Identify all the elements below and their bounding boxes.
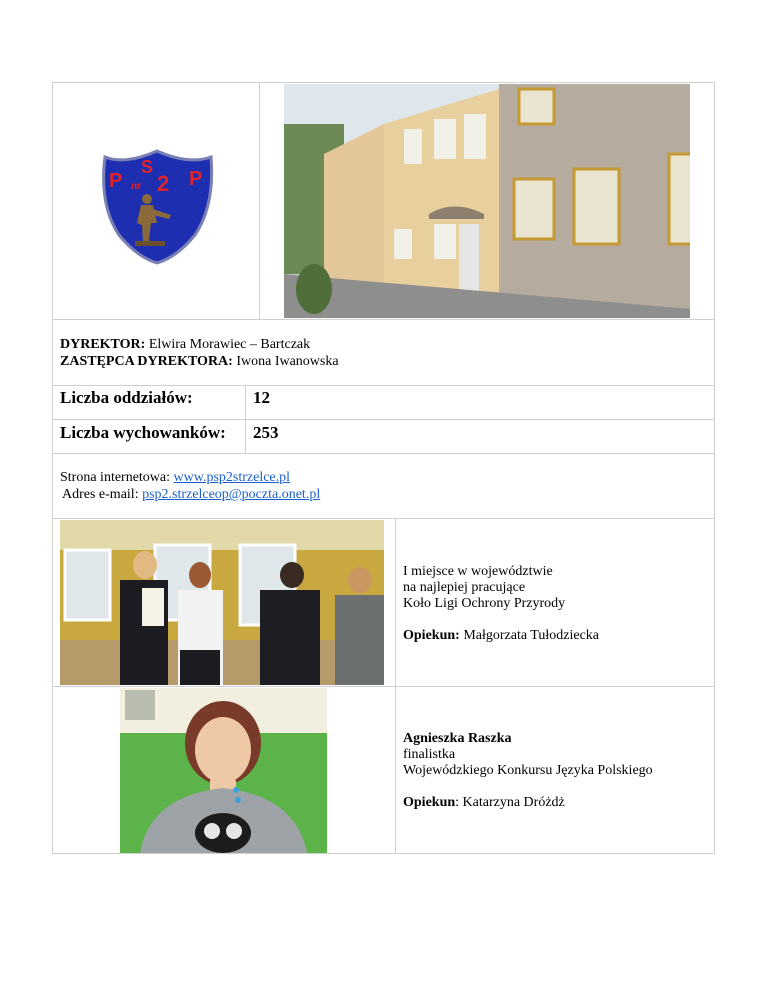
pupils-value: 253 xyxy=(253,423,279,442)
email-link[interactable]: psp2.strzelceop@poczta.onet.pl xyxy=(142,487,321,502)
svg-text:nr: nr xyxy=(131,181,141,192)
award-ceremony-photo xyxy=(60,520,384,685)
classes-value: 12 xyxy=(253,388,270,407)
email-line xyxy=(62,487,320,503)
achievement1-line1: I miejsce w województwie xyxy=(403,564,553,579)
svg-text:S: S xyxy=(141,157,154,177)
school-building-photo xyxy=(284,84,690,318)
svg-text:P: P xyxy=(189,168,203,190)
pupils-label: Liczba wychowanków: xyxy=(60,423,226,442)
website-link[interactable]: www.psp2strzelce.pl xyxy=(173,470,291,485)
row-divider xyxy=(52,319,715,320)
deputy-name: Iwona Iwanowska xyxy=(236,354,339,369)
achievement1-line3: Koło Ligi Ochrony Przyrody xyxy=(403,596,566,611)
row-divider xyxy=(52,686,715,687)
row-divider xyxy=(52,385,715,386)
website-label: Strona internetowa: xyxy=(60,470,171,485)
school-logo xyxy=(95,145,220,265)
classes-label: Liczba oddziałów: xyxy=(60,388,193,407)
director-label: DYREKTOR: xyxy=(60,337,146,352)
col-divider xyxy=(245,385,246,453)
achievement2-guardian-label: Opiekun xyxy=(403,795,456,810)
achievement2-line1: finalistka xyxy=(403,747,456,762)
website-line xyxy=(60,470,290,486)
achievement2-line2: Wojewódzkiego Konkursu Języka Polskiego xyxy=(403,763,653,778)
svg-text:2: 2 xyxy=(157,171,170,196)
director-name: Elwira Morawiec – Bartczak xyxy=(148,337,311,352)
svg-text:P: P xyxy=(109,170,123,192)
deputy-line xyxy=(60,354,339,370)
col-divider xyxy=(259,82,260,319)
achievement1-line2: na najlepiej pracujące xyxy=(403,580,526,595)
row-divider xyxy=(52,518,715,519)
student-photo xyxy=(120,688,327,853)
achievement1-guardian xyxy=(403,628,599,644)
deputy-label: ZASTĘPCA DYREKTORA: xyxy=(60,354,233,369)
achievement1-guardian-name: Małgorzata Tułodziecka xyxy=(463,628,599,643)
col-divider xyxy=(395,518,396,854)
row-divider xyxy=(52,419,715,420)
achievement2-guardian xyxy=(403,795,565,811)
achievement1-guardian-label: Opiekun: xyxy=(403,628,460,643)
student-name: Agnieszka Raszka xyxy=(403,731,512,746)
email-label: Adres e-mail: xyxy=(62,487,139,502)
row-divider xyxy=(52,453,715,454)
director-line xyxy=(60,337,310,353)
achievement2-guardian-name: : Katarzyna Dróżdż xyxy=(455,795,565,810)
